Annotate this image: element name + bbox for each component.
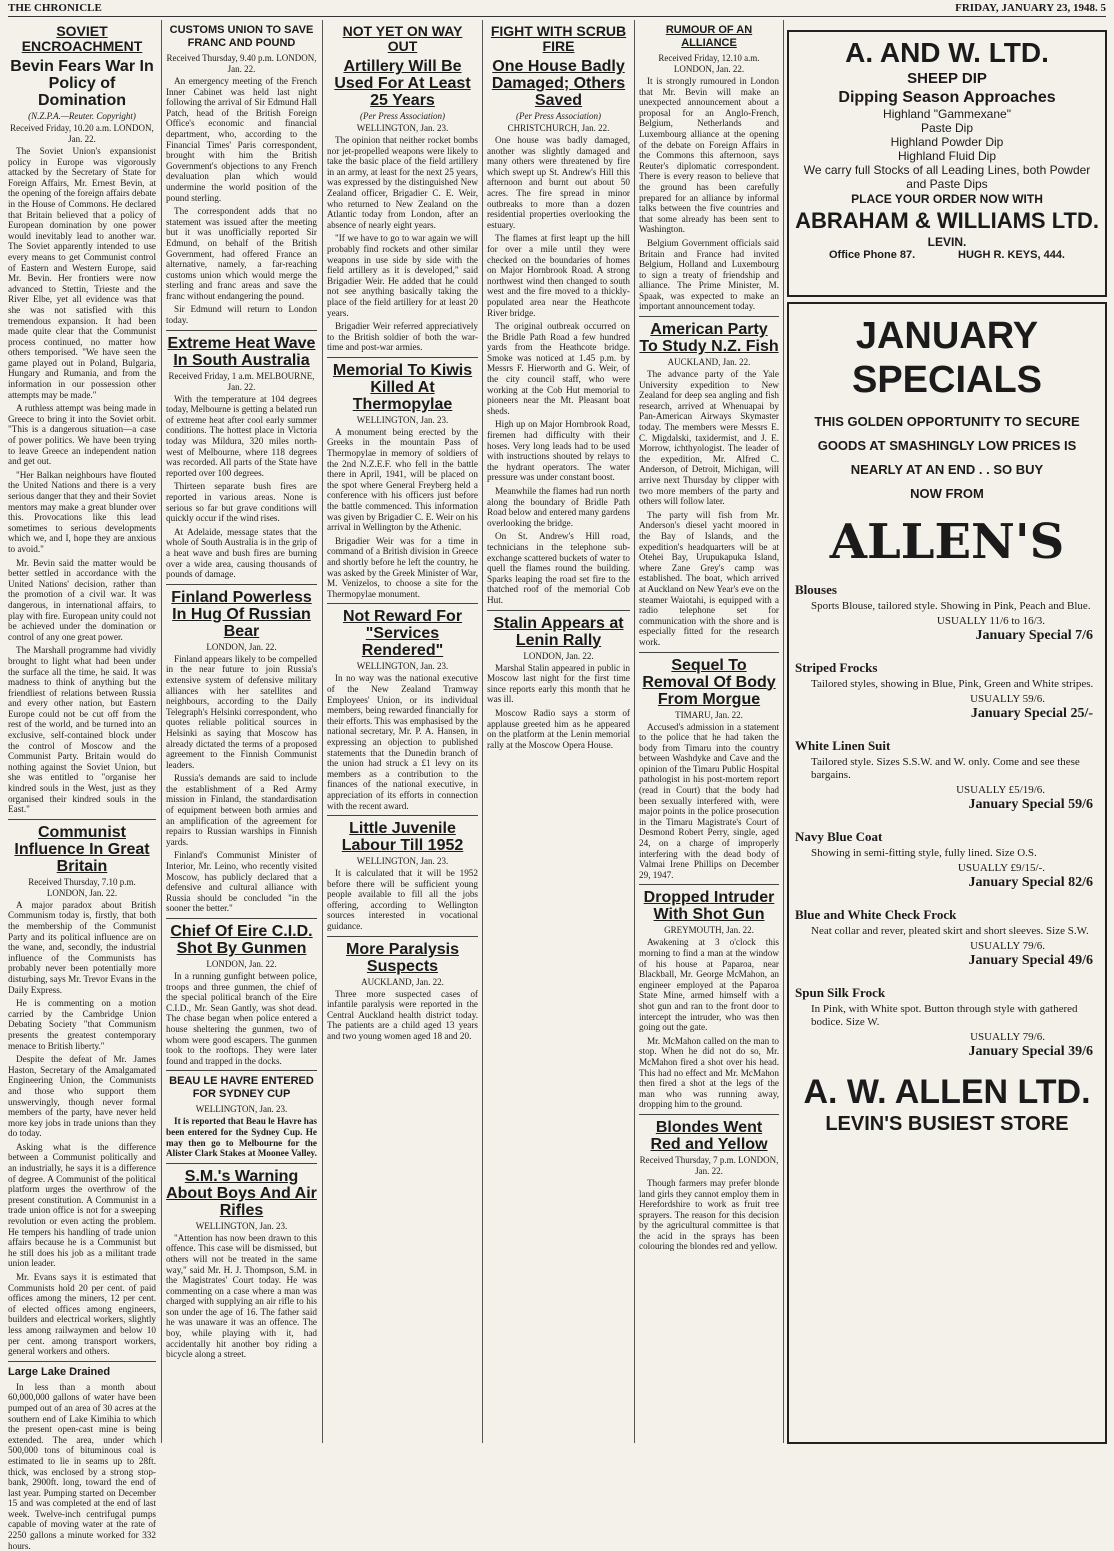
masthead-left: THE CHRONICLE <box>8 2 102 14</box>
advert-tagline: NOW FROM <box>910 486 984 501</box>
headline: FIGHT WITH SCRUB FIRE <box>490 23 627 54</box>
item-special-price: January Special 39/6 <box>968 1044 1093 1059</box>
subheadline: One House Badly Damaged; Others Saved <box>491 58 626 109</box>
divider <box>639 884 779 885</box>
headline: Sequel To Removal Of Body From Morgue <box>642 656 776 708</box>
item-special-price: January Special 59/6 <box>968 797 1093 812</box>
column-rule <box>322 20 323 1443</box>
paragraph: The party will fish from Mr. Anderson's diesel yacht moored in the Bay of Islands, and the expedition's headquarters will be at Otehei Bay, Urupukapuka Island, where Zane Grey's camp was established. The boat, which arrived at Auckland on New Year's eve on the steamer Waiotahi, is equipped with a radio telephone set for communication with the shore and is especially fitted for the research work. <box>639 509 779 647</box>
advert-title: JANUARY <box>855 315 1039 357</box>
paragraph: High up on Major Hornbrook Road, firemen had difficulty with their hoses. Very long leads had to be used with instructions shouted by relays to the hydrant operators. The water pressure was under constant boost. <box>487 419 630 483</box>
special-item <box>789 907 1105 969</box>
paragraph: Belgium Government officials said Britain and France had invited Belgium, Holland and Luxembourg to sign a treaty of friendship and alliance. The Prime Minister, M. Spaak, was expected to make an important announcement today. <box>639 237 779 312</box>
paragraph: In no way was the national executive of the New Zealand Tramway Employees' Union, or its individual members, being rewarded financially for their efforts. This was emphasised by the national secretary, Mr. P. A. Hansen, in expressing an objection to published statements that the Dunedin branch of the union had struck a £1 levy on its members as a contribution to the finances of the national executive, in appreciation of its efforts in connection with the recent award. <box>327 673 478 811</box>
paragraph: Moscow Radio says a storm of applause greeted him as he appeared on the platform at the Lenin memorial rally at the Moscow Opera House. <box>487 707 630 750</box>
paragraph: On St. Andrew's Hill road, technicians in the telephone sub-exchange scattered buckets of water to quell the flames round the building. Sparks leaping the road set fire to the thatched roof of the memorial Cob Hut. <box>487 531 630 605</box>
divider <box>166 330 317 331</box>
column-rule <box>161 20 162 1443</box>
headline: Memorial To Kiwis Killed At Thermopylae <box>332 361 473 413</box>
headline: SOVIET ENCROACHMENT <box>21 23 143 54</box>
advert-line: Highland Powder Dip <box>890 135 1004 149</box>
headline: Dropped Intruder With Shot Gun <box>643 889 775 924</box>
dateline: WELLINGTON, Jan. 23. <box>356 123 449 133</box>
divider <box>639 1114 779 1115</box>
divider <box>327 357 478 358</box>
advert-footer-company: A. W. ALLEN LTD. <box>803 1073 1091 1111</box>
advert-tagline: THIS GOLDEN OPPORTUNITY TO SECURE <box>814 414 1080 429</box>
special-item <box>789 582 1105 644</box>
item-special-price: January Special 82/6 <box>968 875 1093 890</box>
masthead <box>8 2 1106 17</box>
divider <box>639 652 779 653</box>
headline: RUMOUR OF AN ALLIANCE <box>665 24 753 49</box>
column-rule <box>482 20 483 1443</box>
item-description: Tailored styles, showing in Blue, Pink, Green and White stripes. <box>811 678 1094 690</box>
allens-specials-advert <box>787 302 1107 1444</box>
paragraph: A major paradox about British Communism today is, firstly, that both the membership of the Communist Party and its political influence are on the wane, and, secondly, the industrial influence of the Communists has probably never been potentially more disturbing, says Mr. Trevor Evans in the Daily Express. <box>8 899 156 995</box>
credit: (N.Z.P.A.—Reuter. Copyright) <box>28 111 136 121</box>
item-name: Spun Silk Frock <box>795 985 886 1000</box>
dateline: AUCKLAND, Jan. 22. <box>361 976 444 987</box>
item-usual-price: USUALLY 79/6. <box>970 940 1045 952</box>
headline: Stalin Appears at Lenin Rally <box>493 614 624 649</box>
paragraph: Marshal Stalin appeared in public in Moscow last night for the first time since reports early this month that he was ill. <box>487 662 630 705</box>
paragraph: The advance party of the Yale University expedition to New Zealand for deep sea angling and fish research, arrived at Whenuapai by Pan-American Airways Skymaster today. The members were Messrs E. C. Migdalski, taxidermist, and J. E. Morrow, ichthyologist. The leader of the expedition, Mr. Alfred C. Anderson, of Detroit, Michigan, will arrive next Thursday by clipper with two more members of the party and others will follow later. <box>639 369 779 507</box>
dateline: Received Friday, 1 a.m. MELBOURNE, Jan. 22. <box>168 370 315 392</box>
item-description: Tailored style. Sizes S.S.W. and W. only. Come and see these bargains. <box>811 756 1080 781</box>
paragraph: Brigadier Weir referred appreciatively to the British soldier of both the war-time and post-war armies. <box>327 321 478 353</box>
item-name: Blue and White Check Frock <box>795 907 957 922</box>
specials-list <box>789 582 1105 1060</box>
dateline: WELLINGTON, Jan. 23. <box>356 661 449 672</box>
special-item <box>789 985 1105 1060</box>
item-name: White Linen Suit <box>795 738 891 753</box>
headline: More Paralysis Suspects <box>346 940 459 975</box>
headline: BEAU LE HAVRE ENTERED FOR SYDNEY CUP <box>169 1075 314 1101</box>
item-usual-price: USUALLY 59/6. <box>970 693 1045 705</box>
item-description: In Pink, with White spot. Button through style with gathered bodice. Size W. <box>811 1003 1078 1028</box>
column-2 <box>166 20 317 1442</box>
advert-company: ABRAHAM & WILLIAMS LTD. <box>795 208 1099 233</box>
paragraph: The original outbreak occurred on the Bridle Path Road a few hundred yards from the Heathcote bridge. Smoke was noticed at 1.45 p.m. by Messrs F. Hierworth and G. Weir, of the city council staff, who were working at the Cob Hut memorial to pioneers near the Mt. Pleasant boat sheds. <box>487 321 630 416</box>
paragraph: The Marshall programme had vividly brought to light what had been under the surface all the time, he said. It was madness to think of anything but the friendliest of relations between Russia and every other nation, but Eastern Europe could not be cut off from the rest of the world, and be turned into an exclusive, self-contained block under the control of Moscow and the Communist Party. Britain would do nothing against the Soviet Union, but she was entitled to "organise her kindred souls in the West, just as they organised their kindred souls in the East." <box>8 645 156 815</box>
paragraph: "Her Balkan neighbours have flouted the United Nations and there is a very serious danger that they and their Soviet mentors may make a great blunder over this. Provocations like this lead sometimes to serious developments which we, and I, hope they are anxious to avoid." <box>8 469 156 554</box>
item-special-price: January Special 25/- <box>970 706 1093 721</box>
advert-tagline: GOODS AT SMASHINGLY LOW PRICES IS <box>817 438 1077 453</box>
paragraph: A ruthless attempt was being made in Greece to bring it into the Soviet orbit. "This is a dangerous situation—a case of power politics. We have been trying to leave Greece an independent nation and get out. <box>8 403 156 467</box>
advert-keys: HUGH R. KEYS, 444. <box>958 249 1065 261</box>
paragraph: Russia's demands are said to include the establishment of a Red Army mission in Finland, the standardisation of equipment between both armies and an amplification of the agreement for repairs to Russian warships in Finnish yards. <box>166 773 317 847</box>
column-rule <box>634 20 635 1443</box>
paragraph: One house was badly damaged, another was slightly damaged and many others were threatened by fire which swept up St. Andrew's Hill this afternoon and burnt out about 50 acres. The fire spread in minor outbreaks to more than a dozen residential properties overlooking the estuary. <box>487 135 630 230</box>
paragraph: At Adelaide, message states that the whole of South Australia is in the grip of a heat wave and bush fires are burning over a wide area, causing thousands of pounds of damage. <box>166 526 317 580</box>
headline: Not Reward For "Services Rendered" <box>342 608 463 660</box>
dateline: WELLINGTON, Jan. 23. <box>195 1104 288 1115</box>
item-usual-price: USUALLY £5/19/6. <box>956 784 1045 796</box>
dateline: LONDON, Jan. 22. <box>523 650 594 661</box>
divider <box>327 936 478 937</box>
paragraph: Thirteen separate bush fires are reported in various areas. None is serious so far but grave conditions will quickly occur if the wind rises. <box>166 481 317 524</box>
advert-phone: Office Phone 87. <box>829 249 916 261</box>
paragraph: With the temperature at 104 degrees today, Melbourne is getting a belated run of extreme heat after cool early summer conditions. The hottest place in Victoria today was Mildura, 320 miles north-west of Melbourne, where 118 degrees was recorded. All parts of the State have reported over 100 degrees. <box>166 393 317 478</box>
item-name: Striped Frocks <box>795 660 878 675</box>
advert-line: Highland Fluid Dip <box>897 149 997 163</box>
advert-town: LEVIN. <box>927 235 967 249</box>
special-item <box>789 829 1105 891</box>
divider <box>166 584 317 585</box>
special-item <box>789 660 1105 722</box>
dateline: GREYMOUTH, Jan. 22. <box>664 925 754 936</box>
dateline: WELLINGTON, Jan. 23. <box>356 856 449 867</box>
advert-line: Dipping Season Approaches <box>838 89 1056 106</box>
dateline: WELLINGTON, Jan. 23. <box>195 1220 288 1231</box>
column-1 <box>8 20 156 1551</box>
paragraph: Finland's Communist Minister of Interior, Mr. Leino, who recently visited Moscow, has publicly declared that a defensive and cultural alliance with Russia should be concluded "in the sooner the better." <box>166 850 317 914</box>
masthead-right: FRIDAY, JANUARY 23, 1948. 5 <box>955 2 1106 14</box>
paragraph: Awakening at 3 o'clock this morning to find a man at the window of his house at Paparoa, near Blackball, Mr. George McMahon, an engineer employed at the Paparoa State Mine, armed himself with a shot gun and ran to the front door to intercept the intruder, who was then going out the gate. <box>639 937 779 1033</box>
column-rule <box>783 20 784 1443</box>
headline: Blondes Went Red and Yellow <box>650 1118 768 1153</box>
advert-line: Highland "Gammexane" <box>883 107 1011 121</box>
dateline: AUCKLAND, Jan. 22. <box>667 357 751 368</box>
divider <box>327 815 478 816</box>
divider <box>166 1070 317 1071</box>
item-special-price: January Special 7/6 <box>975 628 1093 643</box>
divider <box>8 1361 156 1362</box>
advert-store-name: ALLEN'S <box>829 514 1065 570</box>
paragraph: It is reported that Beau le Havre has been entered for the Sydney Cup. He may then go to Melbourne for the Alister Clark Stakes at Moonee Valley. <box>166 1116 317 1159</box>
paragraph: The opinion that neither rocket bombs nor jet-propelled weapons were likely to take the basic place of the field artillery in an army, at least for the next 25 years, was expressed by the distinguished New Zealand officer, Brigadier C. E. Weir, who returned to New Zealand on the Atlantic today from London, after an absence of nearly eight years. <box>327 135 478 230</box>
advert-title: SPECIALS <box>851 359 1043 401</box>
paragraph: Mr. Bevin said the matter would be better settled in accordance with the United Nations' decision, rather than the promotion of a civil war. It was dangerous, in international affairs, to play with fire. European unity could not be achieved under the domination or control of any one great power. <box>8 557 156 642</box>
paragraph: Three more suspected cases of infantile paralysis were reported in the Central Auckland health district today. The patients are a child aged 13 years and two young women aged 18 and 20. <box>327 988 478 1042</box>
paragraph: Mr. McMahon called on the man to stop. When he did not do so, Mr. McMahon fired a shot over his head. This had no effect and Mr. McMahon then fired a shot at the legs of the man who was running away, dropping him to the ground. <box>639 1035 779 1110</box>
item-description: Sports Blouse, tailored style. Showing in Pink, Peach and Blue. <box>811 600 1091 612</box>
paragraph: He is commenting on a motion carried by the Cambridge Union Debating Society "that Communism presents the greatest contemporary menace to British liberty." <box>8 998 156 1051</box>
paragraph: It is calculated that it will be 1952 before there will be sufficient young people available to fill all the jobs offering, according to Wellington sources interested in vocational guidance. <box>327 868 478 932</box>
advert-line: SHEEP DIP <box>907 70 987 87</box>
paragraph: Sir Edmund will return to London today. <box>166 304 317 326</box>
paragraph: Despite the defeat of Mr. James Haston, Secretary of the Amalgamated Engineering Union, the Communists and those who support them unswervingly, though never formal members of the party, have never held more key jobs in trade unions than they do today. <box>8 1054 156 1139</box>
divider <box>487 610 630 611</box>
item-name: Blouses <box>795 582 837 597</box>
advert-line: Paste Dip <box>920 121 974 135</box>
paragraph: "Attention has now been drawn to this offence. This case will be dismissed, but others will not be treated in the same way," said Mr. H. J. Thompson, S.M. in the Magistrates' Court today. He was commenting on a case where a man was charged with supplying an air rifle to his son under the age of 16. The father said he was unaware it was an offence. The boy, while playing with it, had accidentally hit another boy riding a bicycle along a street. <box>166 1232 317 1360</box>
advert-tagline: NEARLY AT AN END . . SO BUY <box>850 462 1044 477</box>
headline: Communist Influence In Great Britain <box>14 823 150 875</box>
paragraph: In a running gunfight between police, troops and three gunmen, the chief of the special political branch of the Eire C.I.D., Mr. Sean Gantly, was shot dead. The chase began when police entered a house sheltering the gunmen, two of whom were good escapers. The gunmen took to the rooftops. They were later found and trapped in the docks. <box>166 971 317 1066</box>
headline: NOT YET ON WAY OUT <box>342 23 463 54</box>
paragraph: Though farmers may prefer blonde land girls they cannot employ them in Herefordshire to work as fruit tree sprayers. The reason for this decision by the agricultural committee is that the acid in the sprays has been colouring the blondes red and yellow. <box>639 1177 779 1252</box>
column-5 <box>639 20 779 1442</box>
headline: Little Juvenile Labour Till 1952 <box>341 820 464 855</box>
headline: Finland Powerless In Hug Of Russian Bear <box>171 588 312 640</box>
subheadline: Artillery Will Be Used For At Least 25 Years <box>334 58 471 109</box>
paragraph: An emergency meeting of the French Inner Cabinet was held last night following the arrival of Sir Edmund Hall Patch, head of the British Foreign Office's economic and financial department, who, according to the Financial Times' Paris correspondent, brought with him the British Government's objections to any French devaluation plan which would undermine the world position of the pound sterling. <box>166 76 317 203</box>
headline: Large Lake Drained <box>8 1365 111 1378</box>
dateline: CHRISTCHURCH, Jan. 22. <box>507 123 610 133</box>
paragraph: A monument being erected by the Greeks in the mountain Pass of Thermopylae in memory of soldiers of the 2nd N.Z.E.F. who fell in the battle there in April, 1941, will be placed on the spot where General Freyberg held a conference with his officers just before the battle commenced. This information was given by Brigadier C. E. Weir on his arrival in Wellington by the Athenic. <box>327 426 478 533</box>
paragraph: In less than a month about 60,000,000 gallons of water have been pumped out of an area of 30 acres at the southern end of Lake Kimihia to which the present open-cast mine is being extended. The area, under which 500,000 tons of bituminous coal is estimated to lie in seams up to 28ft. thick, was enclosed by a strong stop-bank, 2900ft. long, toward the end of last year. Pumping started on December 15 and was completed at the end of last week. Twelve-inch centrifugal pumps capable of moving water at the rate of 2250 gallons a minute worked for 332 hours. <box>8 1381 156 1551</box>
sheep-dip-advert <box>787 30 1107 297</box>
column-4 <box>487 20 630 1442</box>
advert-brand: A. AND W. LTD. <box>845 37 1049 68</box>
dateline: Received Thursday, 9.40 p.m. LONDON, Jan. 22. <box>166 53 317 74</box>
paragraph: Meanwhile the flames had run north along the boundary of Bridle Path Road below and entered many gardens overlooking the bridge. <box>487 486 630 528</box>
headline: American Party To Study N.Z. Fish <box>639 321 779 356</box>
headline: S.M.'s Warning About Boys And Air Rifles <box>166 1167 317 1219</box>
item-usual-price: USUALLY 79/6. <box>970 1031 1045 1043</box>
credit: (Per Press Association) <box>360 111 445 121</box>
divider <box>166 918 317 919</box>
headline: Chief Of Eire C.I.D. Shot By Gunmen <box>170 923 313 957</box>
paragraph: Mr. Evans says it is estimated that Communists hold 20 per cent. of paid offices among the miners, 12 per cent. of elected offices among engineers, builders and electrical workers, slightly less among railwaymen and below 10 per cent. among transport workers, general workers and others. <box>8 1272 156 1357</box>
dateline: Received Friday, 12.10 a.m. LONDON, Jan. 22. <box>658 53 760 74</box>
divider <box>166 1163 317 1164</box>
divider <box>639 316 779 317</box>
paragraph: It is strongly rumoured in London that Mr. Bevin will make an unexpected announcement about a proposal for an Anglo-French, Belgium, Netherlands and Luxembourg alliance at the opening of the debate on Foreign Affairs in the Commons this afternoon, says Reuter's diplomatic correspondent. There is every reason to believe that the ground has been carefully prepared for an alliance by informal talks between the five countries and that some already has been sent to Washington. <box>639 76 779 235</box>
dateline: LONDON, Jan. 22. <box>206 959 277 969</box>
paragraph: Asking what is the difference between a Communist politically and an industrially, he says it is a difference of degree. A Communist of the political platform urges the overthrow of the present constitution. A Communist in a trade union office is not for a sweeping revolution or even acting the problem. He tempers his handling of trade union affairs because he is a Communist but he still does his job as a militant trade union leader. <box>8 1141 156 1269</box>
item-description: Neat collar and rever, pleated skirt and short sleeves. Size S.W. <box>811 925 1089 937</box>
advert-line: PLACE YOUR ORDER NOW WITH <box>851 192 1043 206</box>
advert-footer-slogan: LEVIN'S BUSIEST STORE <box>825 1113 1069 1135</box>
item-description: Showing in semi-fitting style, fully lined. Size O.S. <box>811 847 1037 859</box>
paragraph: Brigadier Weir was for a time in command of a British division in Greece and shortly before he left the country, he was asked by the Greek Minister of War, M. Venizelos, to choose a site for the Thermopylae monument. <box>327 535 478 599</box>
paragraph: "If we have to go to war again we will probably find rockets and other similar weapons in use side by side with the field artillery as it is developed," said Brigadier Weir. He added that he could not see anything basically taking the place of the field artillery for at least 20 years. <box>327 233 478 318</box>
advert-contacts <box>829 249 1065 261</box>
item-usual-price: USUALLY 11/6 to 16/3. <box>936 615 1045 627</box>
credit: (Per Press Association) <box>516 111 601 121</box>
paragraph: Accused's admission in a statement to the police that he had taken the body from Timaru into the country between Washdyke and Cave and the opinion of the Timaru Public Hospital pathologist in his post-mortem report (read in Court) that the body had been sexually interfered with, were major points in the police prosecution in the Timaru Magistrate's Court of Desmond Robert Perry, single, aged 24, on a charge of improperly interfering with the dead body of Valmai Irene Phillips on December 29, 1947. <box>639 721 779 880</box>
dateline: LONDON, Jan. 22. <box>206 641 277 652</box>
dateline: TIMARU, Jan. 22. <box>675 709 743 720</box>
headline: Extreme Heat Wave In South Australia <box>167 334 316 369</box>
subheadline: Bevin Fears War In Policy of Domination <box>10 58 154 109</box>
paragraph: Finland appears likely to be compelled in the near future to join Russia's extensive system of defensive military alliances with her satellites and neighbours, according to the Daily Telegraph's Helsinki correspondent, who quotes reliable political sources in Helsinki as saying that Moscow has already dictated the terms of a proposed agreement to the Finnish Communist leaders. <box>166 653 317 770</box>
item-special-price: January Special 49/6 <box>968 953 1093 968</box>
dateline: Received Thursday, 7 p.m. LONDON, Jan. 22. <box>639 1154 779 1176</box>
item-usual-price: USUALLY £9/15/-. <box>957 862 1045 874</box>
paragraph: The Soviet Union's expansionist policy in Europe was vigorously attacked by the Secretary of State for Foreign Affairs, Mr. Ernest Bevin, at the opening of the foreign affairs debate in the House of Commons. He declared that Britain believed that a policy of European domination by one power would inevitably lead to another war. The Soviet apparently intended to use every means to get Communist control of Eastern and Western Europe, said Mr. Bevin. Her frontiers were now advanced to Stettin, Trieste and the River Elbe, yet all evidence was that she was not satisfied with this tremendous expansion. It had been made quite clear that the Communist process continued, no matter how others temporised. "We have seen the game played out in Poland, Bulgaria, Hungary and Rumania, and from the information in our possession other attempts may be made." <box>8 146 156 400</box>
special-item <box>789 738 1105 813</box>
dateline: Received Thursday, 7.10 p.m. LONDON, Jan. 22. <box>28 876 136 898</box>
paragraph: The correspondent adds that no statement was issued after the meeting but it was unofficially reported Sir Edmund, on behalf of the British Government, had offered France an alternative, namely, a far-reaching customs union which would merge the sterling and franc areas and save the franc without endangering the pound. <box>166 206 317 301</box>
item-name: Navy Blue Coat <box>795 829 883 844</box>
advert-line: We carry full Stocks of all Leading Lines, both Powder and Paste Dips <box>803 163 1091 191</box>
dateline: Received Friday, 10.20 a.m. LONDON, Jan. 22. <box>10 123 154 144</box>
headline: CUSTOMS UNION TO SAVE FRANC AND POUND <box>169 24 314 49</box>
paragraph: The flames at first leapt up the hill for over a mile until they were checked on the boundaries of homes on Major Hornbrook Road. A strong northwest wind then changed to south west and the fire moved to a thickly-populated area near the Heathcote River bridge. <box>487 233 630 318</box>
dateline: WELLINGTON, Jan. 23. <box>356 414 449 425</box>
column-3 <box>327 20 478 1442</box>
divider <box>8 819 156 820</box>
divider <box>327 603 478 604</box>
